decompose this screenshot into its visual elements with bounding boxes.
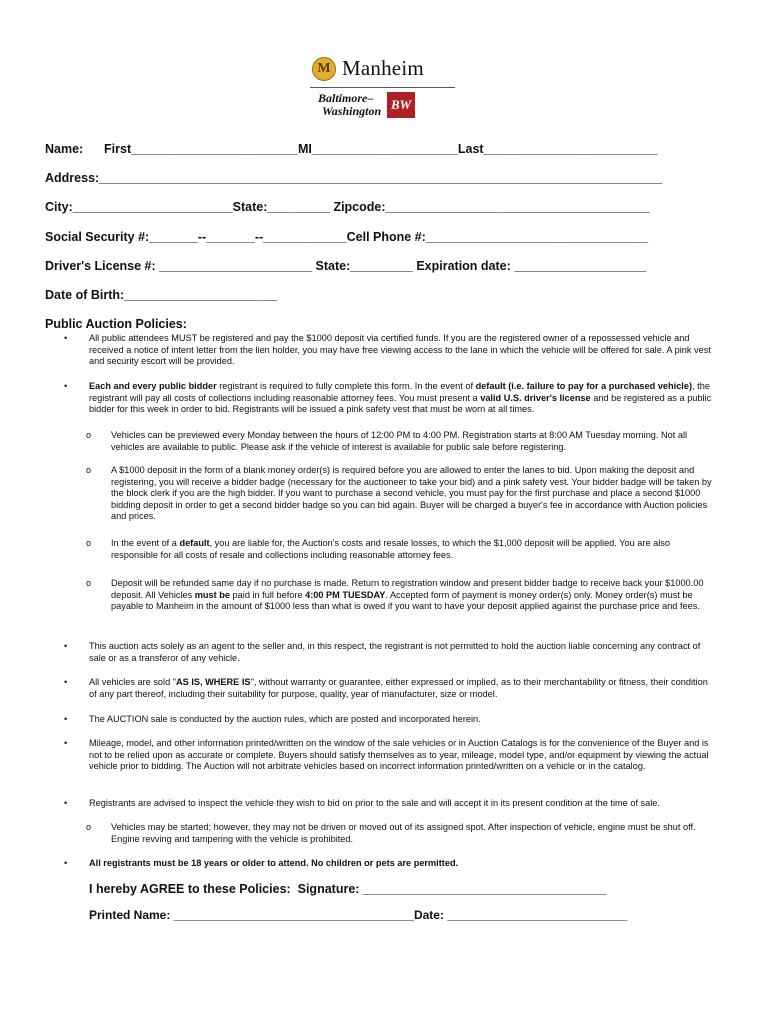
policy-text: , you are liable for, the Auction's costs and resale losses, to which the $1,000 deposit will be applied. You are also responsible for all costs of resale and collections including reasonable attorney fees. — [111, 538, 670, 560]
signature-field[interactable]: I hereby AGREE to these Policies: Signature: ___________________________________ — [89, 882, 607, 896]
policy-text-bold: must be — [194, 589, 230, 600]
list-item — [86, 578, 719, 613]
ssn-phone-field[interactable]: Social Security #:_______--_______--____________Cell Phone #:________________________________ — [45, 230, 649, 244]
policy-text: , the registrant will pay all costs of collections including reasonable attorney fees. You must present a — [89, 381, 710, 403]
policy-text: A $1000 deposit in the form of a blank money order(s) is required before you are allowed to enter the lanes to bid. Upon making the deposit and registering, you will receive a bidder badge (necessary for the auctioneer to take your bid) and a pink safety vest. Your bidder badge will be taken by the block clerk if you are the high bidder. If you want to purchase a second vehicle, you must pay for the first purchase and place a second $1000 bidding deposit in order to get a second bidder badge so you can bid again. Buyer will be charged a buyer's fee in accordance with Auction policies and prices. — [111, 465, 712, 522]
policy-text: Registrants are advised to inspect the vehicle they wish to bid on prior to the sale and will accept it in its present condition at the time of sale. — [89, 798, 660, 808]
bullet-icon: • — [64, 641, 68, 651]
policy-text: In the event of a — [111, 538, 180, 548]
policy-text: and be registered as a public bidder for this week in order to bid. Registrants will be issued a pink safety vest that must be worn at all times. — [89, 392, 712, 415]
list-item — [64, 677, 717, 700]
list-item — [64, 381, 717, 416]
bw-badge-icon: BW — [387, 92, 415, 118]
location-line-1: Baltimore– — [318, 91, 374, 105]
policy-text: ", without warranty or guarantee, either expressed or implied, as to their merchantability or fitness, their condition of any part thereof, including their suitability for purpose, quality, year of manufacturer, size or model. — [89, 677, 708, 699]
policy-text: Deposit will be refunded same day if no purchase is made. Return to registration window and present bidder badge to receive back your $1000.00 deposit. All Vehicles — [111, 578, 704, 600]
policy-text: registrant is required to fully complete this form. In the event of — [216, 381, 476, 391]
sub-bullet-icon: o — [86, 465, 92, 475]
sub-bullet-icon: o — [86, 578, 92, 588]
bullet-icon: • — [64, 677, 68, 687]
location-line-2: Washington — [322, 104, 382, 118]
policy-text: The AUCTION sale is conducted by the auction rules, which are posted and incorporated herein. — [89, 714, 481, 724]
bullet-icon: • — [64, 738, 68, 748]
policy-text-bold: valid U.S. driver's license — [480, 392, 591, 403]
sub-bullet-icon: o — [86, 430, 92, 440]
list-item — [86, 430, 719, 453]
list-item — [64, 858, 717, 870]
bullet-icon: • — [64, 333, 68, 343]
policy-text: Vehicles can be previewed every Monday between the hours of 12:00 PM to 4:00 PM. Registration starts at 8:00 AM Tuesday morning. Not all vehicles are available to public. Please ask if the vehicle of interest is available for public sale before registering. — [111, 430, 688, 452]
license-field[interactable]: Driver's License #: ______________________ State:_________ Expiration date: ___________________ — [45, 259, 647, 273]
logo-divider — [310, 87, 455, 88]
policy-text: . Accepted form of payment is money order(s) only. Money order(s) must be payable to Manheim in the amount of $1000 less than what is owed if you want to have your deposit applied against the purchase price and fees. — [111, 589, 700, 612]
list-item — [64, 714, 717, 726]
address-field[interactable]: Address:_________________________________________________________________________________ — [45, 171, 663, 185]
policy-text: Mileage, model, and other information printed/written on the window of the sale vehicles or in Auction Catalogs is for the convenience of the Buyer and is not to be relied upon as accurate or complete. Buyers should satisfy themselves as to year, mileage, model type, and/or equipment by viewing the actual vehicle prior to bidding. The Auction will not arbitrate vehicles based on incorrect information printed/written on a vehicle or in the catalog. — [89, 738, 709, 772]
list-item — [86, 538, 719, 561]
sub-bullet-icon: o — [86, 538, 92, 548]
policy-text-bold: default — [179, 538, 210, 548]
list-item — [64, 738, 717, 773]
manheim-logo — [312, 56, 462, 88]
city-state-zip-field[interactable]: City:_______________________State:_________ Zipcode:______________________________________ — [45, 200, 650, 214]
bullet-icon: • — [64, 714, 68, 724]
list-item — [64, 641, 717, 664]
printed-name-date-field[interactable]: Printed Name: ____________________________________Date: ___________________________ — [89, 908, 628, 922]
policy-text: All vehicles are sold " — [89, 677, 177, 687]
policy-text-bold: default (i.e. failure to pay for a purchased vehicle) — [475, 381, 693, 391]
sub-bullet-icon: o — [86, 822, 92, 832]
bullet-icon: • — [64, 858, 68, 868]
dob-field[interactable]: Date of Birth:______________________ — [45, 288, 278, 302]
location-logo — [318, 92, 415, 118]
bullet-icon: • — [64, 381, 68, 391]
policy-text: Vehicles may be started; however, they may not be driven or moved out of its assigned spot. After inspection of vehicle, engine must be shut off. Engine revving and tampering with the vehicle is prohibited. — [111, 822, 696, 844]
name-field[interactable]: Name: First________________________MI_____________________Last_________________________ — [45, 142, 658, 156]
list-item — [86, 465, 719, 523]
policy-text-bold: Each and every public bidder — [89, 381, 217, 391]
policy-text-bold: AS IS, WHERE IS — [176, 677, 251, 687]
policy-text: paid in full before — [230, 589, 306, 600]
list-item — [64, 798, 717, 810]
bullet-icon: • — [64, 798, 68, 808]
policy-text: This auction acts solely as an agent to the seller and, in this respect, the registrant is not permitted to hold the auction liable concerning any contract of sale or as a transferor of any vehicle. — [89, 641, 701, 663]
policies-heading: Public Auction Policies: — [45, 317, 187, 331]
manheim-emblem-icon: M — [312, 57, 336, 81]
list-item — [86, 822, 719, 845]
policy-text-bold: 4:00 PM TUESDAY — [305, 589, 386, 600]
policy-text: All public attendees MUST be registered and pay the $1000 deposit via certified funds. If you are the registered owner of a repossessed vehicle and received a notice of intent letter from the lien holder, you may have free viewing access to the lane in which the vehicle will be offered for sale. A pink vest and security escort will be provided. — [89, 333, 711, 367]
brand-name: Manheim — [342, 56, 424, 80]
policy-text-bold: All registrants must be 18 years or older to attend. No children or pets are permitted. — [89, 858, 459, 868]
list-item — [64, 333, 717, 368]
